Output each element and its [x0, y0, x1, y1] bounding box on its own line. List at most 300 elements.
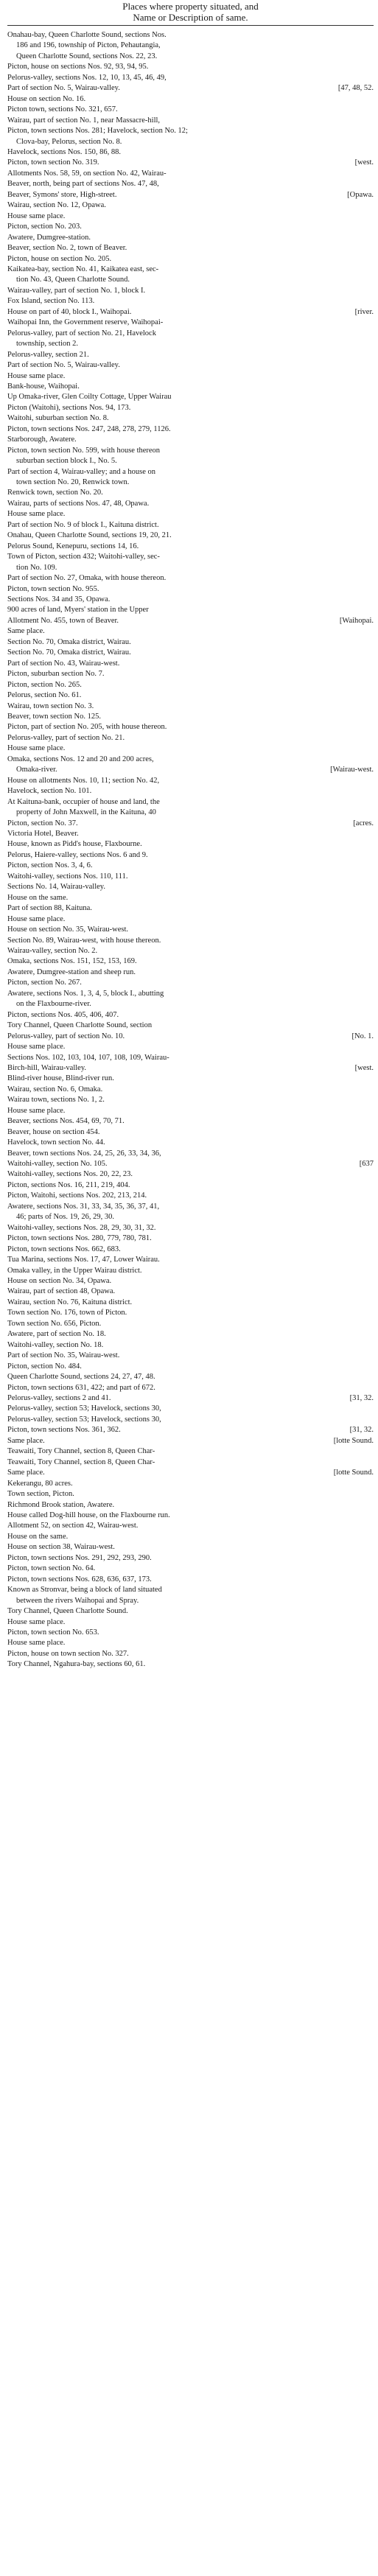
- entry-text: Tory Channel, Queen Charlotte Sound, section: [7, 1021, 153, 1030]
- entry-text: Wairau, part of section 48, Opawa.: [7, 1287, 116, 1296]
- list-item: [7, 1116, 374, 1127]
- entry-text: Havelock, sections Nos. 150, 86, 88.: [7, 147, 121, 156]
- entry-carryover: [Opawa.: [347, 190, 374, 199]
- list-item: [7, 509, 374, 519]
- entry-text: Omaka-river.: [16, 766, 57, 774]
- list-item: [7, 435, 374, 445]
- list-item: [7, 243, 374, 253]
- entry-text: Wairau town, sections No. 1, 2.: [7, 1096, 105, 1105]
- entry-text: Richmond Brook station, Awatere.: [7, 1500, 115, 1509]
- list-item: [7, 936, 374, 946]
- list-item: [7, 765, 374, 775]
- list-item: [7, 1053, 374, 1063]
- list-item: [7, 1233, 374, 1244]
- entry-text: Fox Island, section No. 113.: [7, 297, 95, 306]
- entry-text: House on section No. 34, Opawa.: [7, 1277, 112, 1286]
- list-item: [7, 424, 374, 435]
- entry-text: House same place.: [7, 744, 66, 753]
- entry-text: 46; parts of Nos. 19, 26, 29, 30.: [16, 1213, 114, 1222]
- list-item: [7, 1500, 374, 1511]
- entry-text: Town section, Picton.: [7, 1490, 74, 1499]
- entry-text: Beaver, north, being part of sections Nos. 47, 48,: [7, 180, 159, 189]
- list-item: [7, 1287, 374, 1297]
- entry-text: House on section No. 35, Wairau-west.: [7, 925, 129, 934]
- list-item: [7, 1340, 374, 1351]
- list-item: [7, 893, 374, 903]
- entry-text: Waitohi-valley, section No. 18.: [7, 1340, 104, 1349]
- entry-text: Pelorus Sound, Kenepuru, sections 14, 16.: [7, 542, 139, 550]
- list-item: [7, 914, 374, 925]
- list-item: [7, 392, 374, 402]
- list-item: [7, 1085, 374, 1095]
- entry-text: House same place.: [7, 914, 66, 923]
- entry-text: Picton, town section No. 653.: [7, 1628, 99, 1637]
- entry-text: Part of section 88, Kaituna.: [7, 904, 92, 913]
- list-item: [7, 169, 374, 179]
- list-item: [7, 956, 374, 967]
- list-item: [7, 222, 374, 232]
- entry-text: Picton, town section No. 64.: [7, 1564, 96, 1573]
- entry-carryover: [lotte Sound.: [333, 1469, 374, 1477]
- entry-text: House same place.: [7, 1043, 66, 1051]
- entry-text: Town of Picton, section 432; Waitohi-valley, sec-: [7, 553, 160, 561]
- list-item: [7, 839, 374, 850]
- list-item: [7, 73, 374, 83]
- list-item: [7, 158, 374, 168]
- list-item: [7, 1638, 374, 1648]
- list-item: [7, 318, 374, 328]
- list-item: [7, 1074, 374, 1084]
- entry-carryover: [637: [359, 1160, 374, 1169]
- list-item: [7, 1617, 374, 1628]
- entry-text: Pelorus-valley, sections Nos. 12, 10, 13, 45, 46, 49,: [7, 73, 167, 82]
- entry-text: Havelock, section No. 101.: [7, 787, 92, 796]
- entry-text: Pelorus, Haiere-valley, sections Nos. 6 and 9.: [7, 850, 148, 859]
- list-item: [7, 797, 374, 808]
- entry-text: Allotment 52, on section 42, Wairau-west.: [7, 1522, 139, 1530]
- entry-text: House on part of 40, block I., Waihopai.: [7, 307, 132, 316]
- entry-text: Pelorus-valley, section 53; Havelock, sections 30,: [7, 1415, 161, 1424]
- header-rule: [7, 25, 374, 26]
- list-item: [7, 1649, 374, 1659]
- entry-text: Picton, house on sections Nos. 92, 93, 94, 95.: [7, 63, 149, 71]
- entry-text: Waihopai Inn, the Government reserve, Waihopai-: [7, 318, 164, 327]
- list-item: [7, 989, 374, 999]
- entry-text: House same place.: [7, 371, 66, 380]
- list-item: [7, 488, 374, 498]
- entry-text: Sections Nos. 102, 103, 104, 107, 108, 109, Wairau-: [7, 1053, 169, 1062]
- list-item: [7, 1521, 374, 1531]
- entry-text: Picton, sections Nos. 405, 406, 407.: [7, 1010, 119, 1019]
- entry-text: Same place.: [7, 1469, 45, 1477]
- entry-carryover: [No. 1.: [351, 1032, 374, 1040]
- entry-text: Picton, town section No. 599, with house thereon: [7, 446, 161, 455]
- list-item: [7, 307, 374, 318]
- list-item: [7, 1393, 374, 1404]
- entry-text: Up Omaka-river, Glen Coilty Cottage, Upper Wairau: [7, 393, 172, 402]
- list-item: [7, 542, 374, 552]
- entry-text: tion No. 109.: [16, 563, 57, 572]
- list-item: [7, 733, 374, 743]
- list-item: [7, 669, 374, 679]
- list-item: [7, 1106, 374, 1116]
- entry-text: Picton, town sections Nos. 662, 683.: [7, 1245, 121, 1253]
- list-item: [7, 190, 374, 200]
- list-item: [7, 350, 374, 360]
- list-item: [7, 52, 374, 62]
- entry-text: Tory Channel, Queen Charlotte Sound.: [7, 1607, 128, 1616]
- entry-text: Beaver, Symons' store, High-street.: [7, 190, 117, 199]
- entry-text: Same place.: [7, 1436, 45, 1445]
- list-item: [7, 1553, 374, 1564]
- entry-text: Pelorus-valley, section 21.: [7, 350, 89, 359]
- list-item: [7, 978, 374, 988]
- list-item: [7, 94, 374, 105]
- entry-text: Picton, town sections Nos. 291, 292, 293, 290.: [7, 1553, 152, 1562]
- entry-carryover: [river.: [354, 307, 374, 316]
- list-item: [7, 179, 374, 189]
- entry-text: Pelorus-valley, part of section No. 21, Havelock: [7, 329, 156, 337]
- list-item: [7, 1659, 374, 1670]
- entry-text: township, section 2.: [16, 340, 78, 349]
- list-item: [7, 626, 374, 637]
- entry-text: Picton (Waitohi), sections Nos. 94, 173.: [7, 403, 131, 412]
- list-item: [7, 1532, 374, 1542]
- entry-text: Part of section No. 43, Wairau-west.: [7, 659, 120, 668]
- entry-text: Waitohi, suburban section No. 8.: [7, 414, 109, 423]
- list-item: [7, 413, 374, 424]
- entry-text: Picton, town sections Nos. 247, 248, 278, 279, 1126.: [7, 424, 171, 433]
- list-item: [7, 1191, 374, 1201]
- list-item: [7, 1266, 374, 1276]
- entry-text: Picton town, sections No. 321, 657.: [7, 105, 118, 114]
- entry-text: Awatere, Dumgree-station and sheep run.: [7, 967, 136, 976]
- entry-text: Omaka, sections Nos. 12 and 20 and 200 acres,: [7, 755, 154, 763]
- entry-text: tion No. 43, Queen Charlotte Sound.: [16, 276, 130, 284]
- entry-text: Part of section No. 27, Omaka, with house thereon.: [7, 574, 167, 583]
- entry-carryover: [47, 48, 52.: [337, 84, 374, 93]
- list-item: [7, 211, 374, 222]
- entry-text: Renwick town, section No. 20.: [7, 489, 103, 497]
- entry-text: Picton, town section No. 319.: [7, 158, 99, 167]
- list-item: [7, 1606, 374, 1617]
- list-item: [7, 233, 374, 243]
- entry-text: Part of section No. 5, Wairau-valley.: [7, 361, 120, 370]
- entry-text: Allotment No. 455, town of Beaver.: [7, 616, 119, 625]
- list-item: [7, 1298, 374, 1308]
- list-item: [7, 83, 374, 94]
- list-item: [7, 499, 374, 509]
- entry-text: Same place.: [7, 627, 45, 636]
- list-item: [7, 382, 374, 392]
- list-item: [7, 882, 374, 892]
- entry-text: Onahau-bay, Queen Charlotte Sound, sections Nos.: [7, 31, 167, 39]
- entry-text: Picton, sections Nos. 16, 211, 219, 404.: [7, 1180, 130, 1189]
- list-item: [7, 1202, 374, 1212]
- entry-text: House on the same.: [7, 1532, 69, 1541]
- list-item: [7, 595, 374, 605]
- entry-text: Town section No. 176, town of Picton.: [7, 1309, 127, 1317]
- list-item: [7, 1276, 374, 1287]
- entry-text: Picton, town sections 631, 422; and part of 672.: [7, 1383, 155, 1392]
- list-item: [7, 137, 374, 147]
- entry-text: Picton, Waitohi, sections Nos. 202, 213, 214.: [7, 1191, 147, 1200]
- entry-text: Kaikatea-bay, section No. 41, Kaikatea east, sec-: [7, 265, 159, 273]
- list-item: [7, 1319, 374, 1329]
- entry-text: Part of section No. 5, Wairau-valley.: [7, 84, 120, 93]
- list-item: [7, 1010, 374, 1021]
- list-item: [7, 786, 374, 797]
- list-item: [7, 967, 374, 978]
- entry-carryover: [west.: [354, 158, 374, 167]
- entry-text: Waitohi-valley, sections Nos. 28, 29, 30, 31, 32.: [7, 1223, 156, 1232]
- list-item: [7, 467, 374, 477]
- list-item: [7, 1212, 374, 1222]
- list-item: [7, 456, 374, 466]
- entry-text: House same place.: [7, 1639, 66, 1648]
- entry-carryover: [Wairau-west.: [330, 766, 374, 774]
- entry-text: House same place.: [7, 1617, 66, 1626]
- list-item: [7, 1436, 374, 1446]
- entry-carryover: [west.: [354, 1063, 374, 1072]
- list-item: [7, 275, 374, 285]
- list-item: [7, 680, 374, 690]
- entry-text: Picton, section No. 267.: [7, 979, 82, 987]
- list-item: [7, 1479, 374, 1489]
- list-item: [7, 105, 374, 115]
- entry-text: Section No. 70, Omaka district, Wairau.: [7, 648, 131, 657]
- list-item: [7, 1149, 374, 1159]
- entry-text: Beaver, house on section 454.: [7, 1127, 100, 1136]
- list-item: [7, 584, 374, 595]
- list-item: [7, 360, 374, 371]
- list-item: [7, 1425, 374, 1435]
- list-item: [7, 1138, 374, 1148]
- list-item: [7, 200, 374, 211]
- list-item: [7, 1404, 374, 1414]
- list-item: [7, 41, 374, 51]
- entry-text: Starborough, Awatere.: [7, 435, 77, 444]
- list-item: [7, 147, 374, 158]
- list-item: [7, 254, 374, 265]
- list-item: [7, 1596, 374, 1606]
- entry-text: Tory Channel, Ngahura-bay, sections 60, 61.: [7, 1660, 146, 1669]
- entry-text: Waitohi-valley, sections Nos. 110, 111.: [7, 872, 128, 881]
- list-item: [7, 286, 374, 296]
- list-item: [7, 1372, 374, 1382]
- list-item: [7, 776, 374, 786]
- list-item: [7, 446, 374, 456]
- entry-text: Picton, house on section No. 205.: [7, 254, 112, 263]
- list-item: [7, 861, 374, 871]
- list-item: [7, 1308, 374, 1318]
- entry-text: Picton, section Nos. 3, 4, 6.: [7, 861, 93, 870]
- entry-text: Wairau, section No. 12, Opawa.: [7, 201, 106, 210]
- entry-text: Pelorus-valley, section 53; Havelock, sections 30,: [7, 1404, 161, 1413]
- list-item: [7, 701, 374, 712]
- list-item: [7, 659, 374, 669]
- list-item: [7, 1415, 374, 1425]
- entry-text: Pelorus, section No. 61.: [7, 691, 82, 700]
- list-item: [7, 1032, 374, 1042]
- entry-text: Beaver, sections Nos. 454, 69, 70, 71.: [7, 1117, 125, 1126]
- list-item: [7, 552, 374, 562]
- entry-text: Awatere, Dumgree-station.: [7, 233, 91, 242]
- entry-text: Sections Nos. 34 and 35, Opawa.: [7, 595, 111, 604]
- entry-text: Sections No. 14, Wairau-valley.: [7, 883, 105, 892]
- entry-text: town section No. 20, Renwick town.: [16, 478, 130, 487]
- list-item: [7, 1489, 374, 1499]
- entry-text: At Kaituna-bank, occupier of house and land, the: [7, 797, 160, 806]
- entry-text: Awatere, part of section No. 18.: [7, 1330, 106, 1339]
- entry-text: 186 and 196, township of Picton, Pehautangia,: [16, 41, 161, 50]
- entry-text: Wairau, section No. 6, Omaka.: [7, 1085, 103, 1093]
- entry-text: Teawaiti, Tory Channel, section 8, Queen Char-: [7, 1447, 155, 1456]
- list-item: [7, 903, 374, 914]
- list-item: [7, 712, 374, 722]
- entry-carryover: [31, 32.: [349, 1426, 374, 1435]
- entry-text: Victoria Hotel, Beaver.: [7, 829, 79, 838]
- entry-text: Wairau, part of section No. 1, near Massacre-hill,: [7, 116, 161, 125]
- entry-text: property of John Maxwell, in the Kaituna, 40: [16, 808, 156, 817]
- list-item: [7, 520, 374, 531]
- entry-text: Picton, town sections Nos. 628, 636, 637, 173.: [7, 1575, 152, 1583]
- list-item: [7, 1223, 374, 1233]
- list-item: [7, 371, 374, 382]
- entry-text: House on section No. 16.: [7, 94, 86, 103]
- entry-text: Wairau, section No. 76, Kaituna district.: [7, 1298, 133, 1306]
- entry-text: House called Dog-hill house, on the Flaxbourne run.: [7, 1511, 170, 1519]
- list-item: [7, 1180, 374, 1191]
- list-item: [7, 30, 374, 41]
- entry-carryover: [acres.: [353, 819, 374, 827]
- list-item: [7, 648, 374, 658]
- entry-text: Pelorus-valley, sections 2 and 41.: [7, 1394, 111, 1402]
- entry-text: Onahau, Queen Charlotte Sound, sections 19, 20, 21.: [7, 531, 172, 540]
- entry-text: Beaver, town section No. 125.: [7, 713, 102, 721]
- list-item: [7, 1542, 374, 1553]
- column-header-line-2: Name or Description of same.: [133, 12, 248, 23]
- entry-text: Havelock, town section No. 44.: [7, 1138, 105, 1147]
- entry-text: Waitohi-valley, sections Nos. 20, 22, 23.: [7, 1170, 133, 1179]
- entry-text: Wairau, parts of sections Nos. 47, 48, Opawa.: [7, 499, 150, 508]
- entry-text: Awatere, sections Nos. 31, 33, 34, 35, 36, 37, 41,: [7, 1202, 160, 1211]
- list-item: [7, 1511, 374, 1521]
- entry-text: Town section No. 656, Picton.: [7, 1319, 102, 1328]
- column-header-line-1: Places where property situated, and: [122, 1, 259, 12]
- list-item: [7, 1063, 374, 1074]
- list-item: [7, 1095, 374, 1105]
- entry-text: Picton, town sections Nos. 281; Havelock, section No. 12;: [7, 127, 188, 136]
- entry-text: House same place.: [7, 510, 66, 519]
- entry-text: Omaka, sections Nos. 151, 152, 153, 169.: [7, 957, 137, 966]
- entry-text: Picton, town section No. 955.: [7, 584, 99, 593]
- list-item: [7, 531, 374, 541]
- list-item: [7, 1564, 374, 1574]
- entry-text: Pelorus-valley, part of section No. 21.: [7, 733, 125, 742]
- list-item: [7, 329, 374, 339]
- entry-text: Picton, house on town section No. 327.: [7, 1649, 129, 1658]
- entry-text: Picton, section No. 265.: [7, 680, 82, 689]
- entry-text: Omaka valley, in the Upper Wairau district.: [7, 1266, 142, 1275]
- entry-text: Kekerangu, 80 acres.: [7, 1479, 73, 1488]
- entry-text: House on section 38, Wairau-west.: [7, 1543, 115, 1552]
- entry-text: Birch-hill, Wairau-valley.: [7, 1063, 87, 1072]
- entry-text: Wairau-valley, section No. 2.: [7, 946, 98, 955]
- list-item: [7, 1245, 374, 1255]
- list-item: [7, 1169, 374, 1180]
- list-item: [7, 477, 374, 488]
- list-item: [7, 1021, 374, 1031]
- entry-text: House same place.: [7, 211, 66, 220]
- entry-text: Part of section 4, Wairau-valley; and a house on: [7, 467, 156, 476]
- entry-text: Part of section No. 9 of block I., Kaituna district.: [7, 520, 159, 529]
- entry-text: between the rivers Waihopai and Spray.: [16, 1596, 139, 1605]
- entry-text: Picton, section No. 37.: [7, 819, 78, 827]
- list-item: [7, 605, 374, 615]
- entry-text: Picton, town sections Nos. 361, 362.: [7, 1426, 121, 1435]
- list-item: [7, 1628, 374, 1638]
- entry-text: suburban section block I., No. 5.: [16, 457, 117, 466]
- entry-text: Known as Stronvar, being a block of land situated: [7, 1586, 162, 1595]
- list-item: [7, 62, 374, 72]
- entry-text: Wairau-valley, part of section No. 1, block I.: [7, 286, 146, 295]
- entry-text: Beaver, town sections Nos. 24, 25, 26, 33, 34, 36,: [7, 1149, 161, 1158]
- list-item: [7, 1468, 374, 1478]
- entry-text: Allotments Nos. 58, 59, on section No. 42, Wairau-: [7, 169, 167, 178]
- list-item: [7, 819, 374, 829]
- list-item: [7, 265, 374, 275]
- list-item: [7, 1255, 374, 1265]
- entry-text: Picton, town sections Nos. 280, 779, 780, 781.: [7, 1234, 152, 1243]
- list-item: [7, 722, 374, 732]
- list-item: [7, 946, 374, 956]
- list-item: [7, 808, 374, 818]
- list-item: [7, 339, 374, 349]
- entry-text: Pelorus-valley, part of section No. 10.: [7, 1032, 125, 1040]
- list-item: [7, 690, 374, 701]
- entry-carryover: [Waihopai.: [339, 616, 374, 625]
- list-item: [7, 829, 374, 839]
- list-item: [7, 637, 374, 648]
- entry-text: Section No. 89, Wairau-west, with house thereon.: [7, 936, 161, 945]
- list-item: [7, 116, 374, 126]
- entry-text: Queen Charlotte Sound, sections 24, 27, 47, 48.: [7, 1373, 155, 1382]
- list-item: [7, 563, 374, 573]
- list-item: [7, 743, 374, 754]
- list-item: [7, 1351, 374, 1361]
- entry-text: Beaver, section No. 2, town of Beaver.: [7, 244, 127, 253]
- entry-text: Bank-house, Waihopai.: [7, 382, 80, 391]
- entry-text: Part of section No. 35, Wairau-west.: [7, 1351, 120, 1360]
- entry-carryover: [lotte Sound.: [333, 1436, 374, 1445]
- entry-text: Picton, part of section No. 205, with house thereon.: [7, 723, 167, 732]
- entry-text: Queen Charlotte Sound, sections Nos. 22, 23.: [16, 52, 158, 60]
- list-item: [7, 1585, 374, 1595]
- entry-text: Wairau, town section No. 3.: [7, 701, 94, 710]
- list-item: [7, 1127, 374, 1138]
- list-item: [7, 1362, 374, 1372]
- list-item: [7, 1575, 374, 1585]
- list-item: [7, 925, 374, 935]
- entry-text: Waitohi-valley, section No. 105.: [7, 1160, 108, 1169]
- list-item: [7, 616, 374, 626]
- list-item: [7, 573, 374, 584]
- entry-text: Picton, suburban section No. 7.: [7, 670, 105, 679]
- list-item: [7, 296, 374, 307]
- entry-list: [7, 30, 374, 1670]
- entry-text: House same place.: [7, 1106, 66, 1115]
